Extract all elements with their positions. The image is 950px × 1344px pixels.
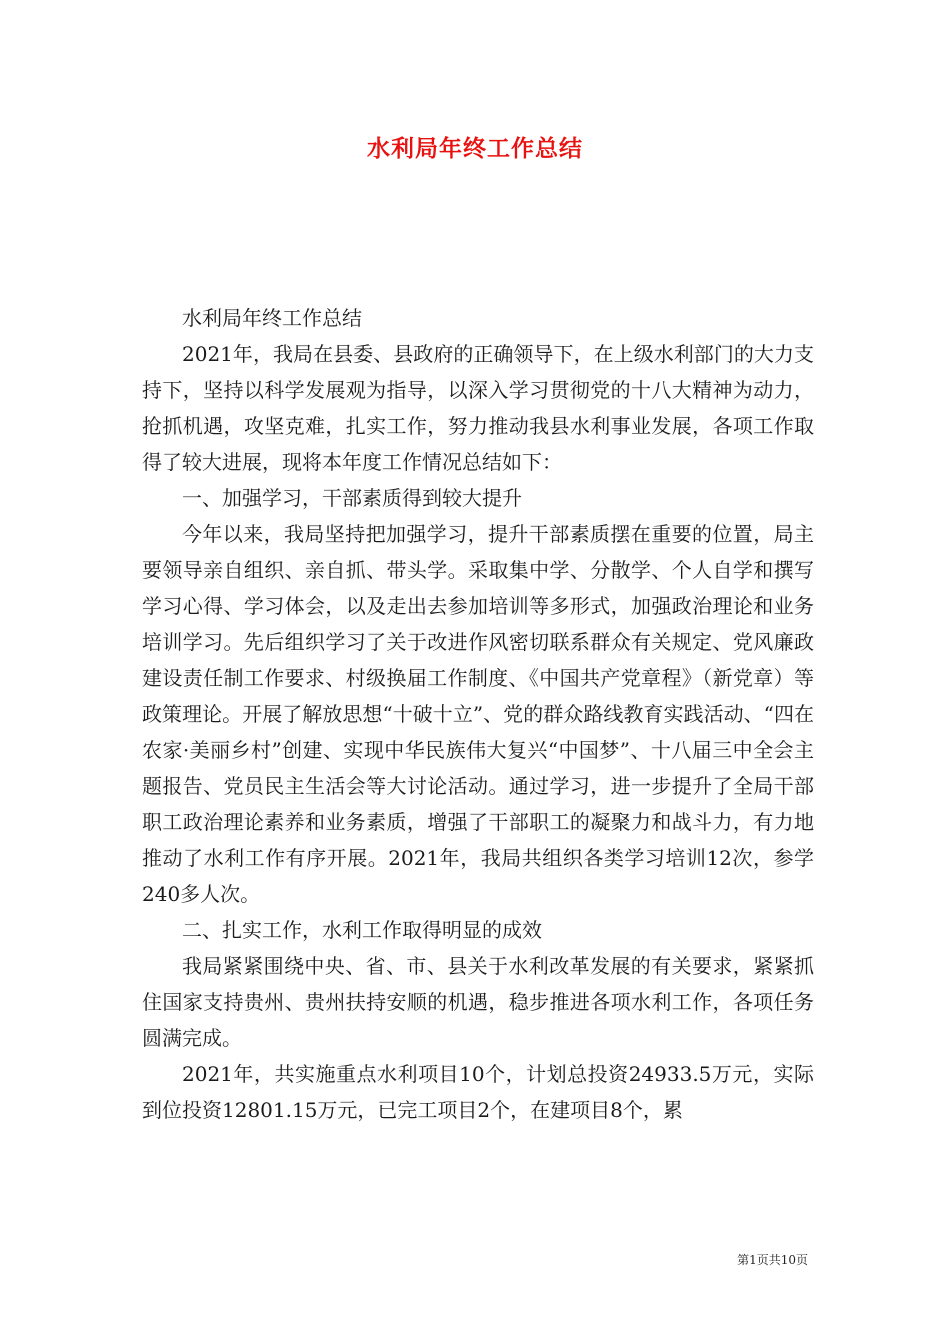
section-heading-2: 二、扎实工作，水利工作取得明显的成效 <box>182 918 542 942</box>
page-title: 水利局年终工作总结 <box>367 135 583 162</box>
projects-paragraph: 2021年，共实施重点水利项目10个，计划总投资24933.5万元，实际到位投资12801.15万元，已完工项目2个，在建项目8个，累 <box>142 1062 814 1122</box>
section-2-paragraph: 我局紧紧围绕中央、省、市、县关于水利改革发展的有关要求，紧紧抓住国家支持贵州、贵州扶持安顺的机遇，稳步推进各项水利工作，各项任务圆满完成。 <box>142 954 814 1050</box>
document-subtitle: 水利局年终工作总结 <box>182 306 362 330</box>
page-number: 第1页共10页 <box>737 1253 808 1267</box>
intro-paragraph: 2021年，我局在县委、县政府的正确领导下，在上级水利部门的大力支持下，坚持以科学发展观为指导，以深入学习贯彻党的十八大精神为动力，抢抓机遇，攻坚克难，扎实工作，努力推动我县水利事业发展，各项工作取得了较大进展，现将本年度工作情况总结如下： <box>142 342 814 474</box>
section-1-paragraph: 今年以来，我局坚持把加强学习，提升干部素质摆在重要的位置，局主要领导亲自组织、亲自抓、带头学。采取集中学、分散学、个人自学和撰写学习心得、学习体会，以及走出去参加培训等多形式，加强政治理论和业务培训学习。先后组织学习了关于改进作风密切联系群众有关规定、党风廉政建设责任制工作要求、村级换届工作制度、《中国共产党章程》（新党章）等政策理论。开展了解放思想“十破十立”、党的群众路线教育实践活动、“四在农家·美丽乡村”创建、实现中华民族伟大复兴“中国梦”、十八届三中全会主题报告、党员民主生活会等大讨论活动。通过学习，进一步提升了全局干部职工政治理论素养和业务素质，增强了干部职工的凝聚力和战斗力，有力地推动了水利工作有序开展。2021年，我局共组织各类学习培训12次，参学240多人次。 <box>142 522 814 906</box>
document-body <box>142 300 814 1128</box>
section-heading-1: 一、加强学习，干部素质得到较大提升 <box>182 486 522 510</box>
